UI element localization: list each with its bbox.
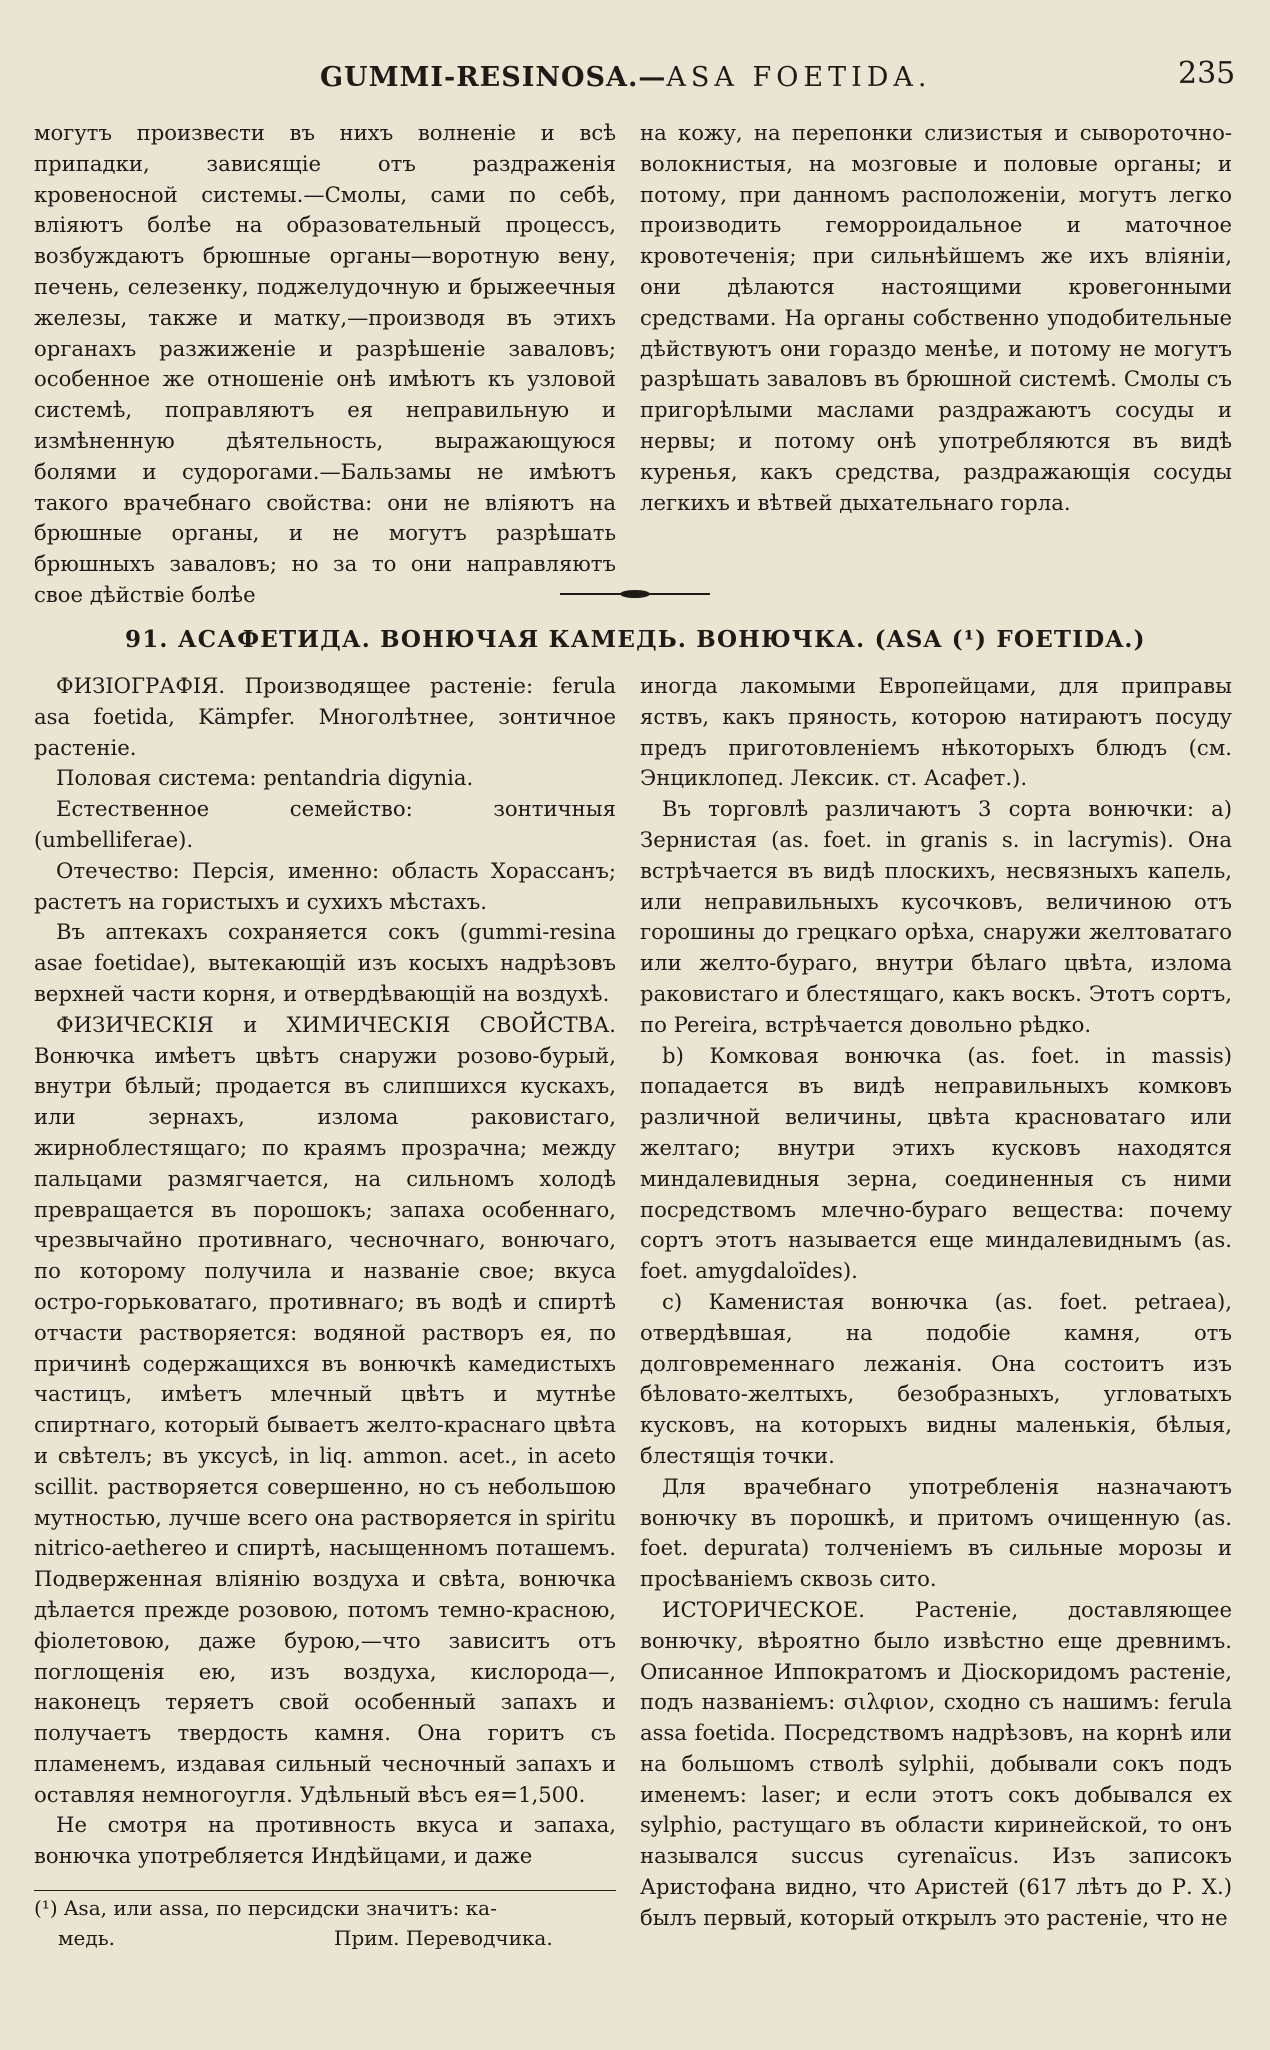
- lumpy-sort-paragraph: b) Комковая вонючка (as. foet. in massis) попадается въ видѣ неправильныхъ комковъ различной величины, цвѣта красноватаго или желтаго; внутри этихъ кусковъ находятся миндалевидныя зерна, соединенныя съ ними посредствомъ млечно-бураго вещества: почему сортъ этотъ называется еще миндалевиднымъ (as. foet. amygdaloïdes).: [640, 1042, 1232, 1284]
- footnote-line-1: (¹) Asa, или assa, по персидски значитъ: ка-: [34, 1896, 497, 1920]
- top-left-text: могутъ произвести въ нихъ волненіе и всѣ припадки, зависящіе отъ раздраженія кровеносной системы.—Смолы, сами по себѣ, вліяютъ болѣе на образовательный процессъ, возбуждаютъ брюшные органы—воротную вену, печень, селезенку, поджелудочную и брыжеечныя железы, также и матку,—производя въ этихъ органахъ разжиженіе и разрѣшеніе заваловъ; особенное же отношеніе онѣ имѣютъ къ узловой системѣ, поправляютъ ея неправильную и измѣненную дѣятельность, выражающуюся болями и судорогами.—Бальзамы не имѣютъ такого врачебнаго свойства: они не вліяютъ на брюшные органы, и не могутъ разрѣшать брюшныхъ заваловъ; но за то они направляютъ свое дѣйствіе болѣе: [34, 120, 616, 607]
- top-right-text: на кожу, на перепонки слизистыя и сывороточно-волокнистыя, на мозговые и половые органы; и потому, при данномъ расположеніи, могутъ легко производить геморроидальное и маточное кровотеченія; при сильнѣйшемъ же ихъ вліяніи, они дѣлаются настоящими кровегонными средствами. На органы собственно уподобительные дѣйствуютъ они гораздо менѣе, и потому не могутъ разрѣшать заваловъ въ брюшной системѣ. Смолы съ пригорѣлыми маслами раздражаютъ сосуды и нервы; и потому онѣ употребляются въ видѣ куренья, какъ средства, раздражающія сосуды легкихъ и вѣтвей дыхательнаго горла.: [640, 120, 1232, 515]
- section-divider: [560, 590, 710, 598]
- running-title: [320, 62, 931, 93]
- properties-paragraph: ФИЗИЧЕСКІЯ и ХИМИЧЕСКІЯ СВОЙСТВА. Вонючка имѣетъ цвѣтъ снаружи розово-бурый, внутри бѣлый; продается въ слипшихся кускахъ, или зернахъ, излома раковистаго, жирноблестящаго; по краямъ прозрачна; между пальцами размягчается, на сильномъ холодѣ превращается въ порошокъ; запаха особеннаго, чрезвычайно противнаго, чесночнаго, вонючаго, по которому получила и названіе свое; вкуса остро-горьковатаго, противнаго; въ водѣ и спиртѣ отчасти растворяется: водяной растворъ ея, по причинѣ содержащихся въ вонючкѣ камедистыхъ частицъ, имѣетъ млечный цвѣтъ и мутнѣе спиртнаго, который бываетъ желто-краснаго цвѣта и свѣтелъ; въ уксусѣ, in liq. ammon. acet., in aceto scillit. растворяется совершенно, но съ небольшою мутностью, лучше всего она растворяется in spiritu nitrico-aethereo и спиртѣ, насыщенномъ поташемъ. Подверженная вліянію воздуха и свѣта, вонючка дѣлается прежде розовою, потомъ темно-красною, фіолетовою, даже бурою,—что зависитъ отъ поглощенія ею, изъ воздуха, кислорода—, наконецъ теряетъ свой особенный запахъ и получаетъ твердость камня. Она горитъ съ пламенемъ, издавая сильный чесночный запахъ и оставляя немногоугля. Удѣльный вѣсъ ея=1,500.: [34, 1011, 616, 1807]
- top-left-column: [34, 118, 616, 611]
- left-column: [34, 671, 616, 1872]
- sexual-system-paragraph: Половая система: pentandria digynia.: [56, 765, 474, 791]
- physiography-paragraph: ФИЗІОГРАФІЯ. Производящее растеніе: ferula asa foetida, Kämpfer. Многолѣтнее, зонтичное растеніе.: [34, 673, 616, 760]
- footnote-line-2: [34, 1923, 616, 1953]
- medical-use-paragraph: Для врачебнаго употребленія назначаютъ вонючку въ порошкѣ, и притомъ очищенную (as. foet. depurata) толченіемъ въ сильные морозы и просѣваніемъ сквозь сито.: [640, 1473, 1232, 1592]
- pharmacy-paragraph: Въ аптекахъ сохраняется сокъ (gummi-resina asae foetidae), вытекающій изъ косыхъ надрѣзовъ верхней части корня, и отвердѣвающій на воздухѣ.: [34, 919, 616, 1006]
- historical-paragraph: ИСТОРИЧЕСКОЕ. Растеніе, доставляющее вонючку, вѣроятно было извѣстно еще древнимъ. Описанное Иппократомъ и Діоскоридомъ растеніе, подъ названіемъ: σιλφιον, сходно съ нашимъ: ferula assa foetida. Посредствомъ надрѣзовъ, на корнѣ или на большомъ стволѣ sylphii, добывали сокъ подъ именемъ: laser; и если этотъ сокъ добывался ex sylphio, растущаго въ области киринейской, то онъ назывался succus cyrenaïcus. Изъ записокъ Аристофана видно, что Аристей (617 лѣтъ до Р. Х.) былъ первый, который открылъ это растеніе, что не: [640, 1596, 1232, 1930]
- running-title-asa: ASA FOETIDA.: [666, 62, 932, 93]
- top-right-column: [640, 118, 1232, 518]
- running-head: [0, 56, 1270, 102]
- page-number: 235: [1178, 56, 1236, 91]
- footnote-rule: [34, 1890, 616, 1891]
- sorts-paragraph: Въ торговлѣ различаютъ 3 сорта вонючки: а) Зернистая (as. foet. in granis s. in lacrymis). Она встрѣчается въ видѣ плоскихъ, несвязныхъ капель, или неправильныхъ кусочковъ, величиною отъ горошины до грецкаго орѣха, снаружи желтоватаго или желто-бураго, внутри бѣлаго цвѣта, излома раковистаго и блестящаго, какъ воскъ. Этотъ сортъ, по Pereira, встрѣчается довольно рѣдко.: [640, 796, 1232, 1037]
- natural-family-paragraph: Естественное семейство: зонтичныя (umbelliferae).: [34, 796, 616, 852]
- stony-sort-paragraph: c) Каменистая вонючка (as. foet. petraea), отвердѣвшая, на подобіе камня, отъ долговременнаго лежанія. Она состоитъ изъ бѣловато-желтыхъ, безобразныхъ, угловатыхъ кусковъ, на которыхъ видны маленькія, бѣлыя, блестящія точки.: [640, 1288, 1232, 1468]
- right-column: [640, 671, 1232, 1934]
- footnote-attribution: Прим. Переводчика.: [334, 1926, 553, 1950]
- footnote-word: медь.: [58, 1926, 115, 1950]
- continuation-paragraph: иногда лакомыми Европейцами, для приправы яствъ, какъ пряность, которою натираютъ посуду предъ приготовленіемъ нѣкоторыхъ блюдъ (см. Энциклопед. Лексик. ст. Асафет.).: [640, 673, 1232, 791]
- section-title: 91. АСАФЕТИДА. ВОНЮЧАЯ КАМЕДЬ. ВОНЮЧКА. (ASA (¹) FOETIDA.): [125, 626, 1146, 653]
- footnote: [34, 1893, 616, 1953]
- running-title-gummi: GUMMI-RESINOSA.—: [320, 62, 667, 93]
- usage-paragraph: Не смотря на противность вкуса и запаха, вонючка употребляется Индѣйцами, и даже: [34, 1812, 616, 1869]
- homeland-paragraph: Отечество: Персія, именно: область Хорассанъ; растетъ на гористыхъ и сухихъ мѣстахъ.: [34, 857, 616, 914]
